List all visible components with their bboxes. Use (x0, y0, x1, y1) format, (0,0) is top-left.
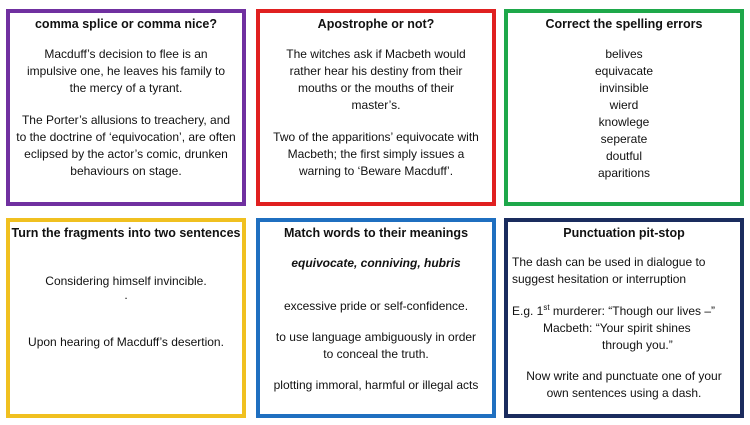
card-title: Match words to their meanings (283, 226, 469, 240)
sentence: Two of the apparitions’ equivocate with Macbeth; the first simply issues a warning to ‘Beware Macduff’. (273, 130, 479, 178)
card-title: Turn the fragments into two sentences (11, 226, 241, 240)
spelling-word: aparitions (597, 166, 651, 180)
sentence: Macduff’s decision to flee is an impulsive one, he leaves his family to the mercy of a tyrant. (26, 47, 226, 95)
meaning: plotting immoral, harmful or illegal acts (273, 378, 479, 392)
card-fragments (6, 218, 246, 418)
spelling-word: doutful (605, 149, 643, 163)
card-pit-stop (504, 218, 744, 418)
meaning: to use language ambiguously in order to conceal the truth. (275, 330, 477, 361)
meaning: excessive pride or self-confidence. (283, 299, 469, 313)
spelling-word: equivacate (594, 64, 654, 78)
intro-text: The dash can be used in dialogue to suggest hesitation or interruption (512, 255, 706, 286)
card-title: Punctuation pit-stop (563, 226, 685, 240)
fragment: Considering himself invincible. (45, 274, 207, 288)
fragment-dot: . (124, 288, 128, 302)
card-title: comma splice or comma nice? (34, 17, 217, 31)
card-comma-splice (6, 9, 246, 206)
card-spelling (504, 9, 744, 206)
spelling-word: seperate (600, 132, 648, 146)
example-prefix: E.g. 1 (512, 304, 544, 318)
card-title: Correct the spelling errors (545, 17, 703, 31)
task-text: Now write and punctuate one of your own sentences using a dash. (526, 369, 722, 400)
spelling-word: invinsible (599, 81, 649, 95)
card-match-words (256, 218, 496, 418)
card-title: Apostrophe or not? (317, 17, 435, 31)
word-list: equivocate, conniving, hubris (291, 256, 461, 270)
fragment: Upon hearing of Macduff’s desertion. (28, 335, 224, 349)
example-line-3: through you.” (602, 338, 673, 352)
spelling-word: wierd (609, 98, 639, 112)
sentence: The Porter’s allusions to treachery, and to the doctrine of ‘equivocation’, are often eclipsed by the actor’s comic, drunken behaviours on stage. (16, 113, 236, 178)
ordinal-sup: st (543, 303, 550, 312)
example-line (508, 303, 740, 320)
card-apostrophe (256, 9, 496, 206)
spelling-word: knowlege (598, 115, 650, 129)
example-quote: murderer: “Though our lives –” (549, 304, 715, 318)
example-line-2: Macbeth: “Your spirit shines (543, 321, 691, 335)
spelling-word: belives (605, 47, 643, 61)
sentence: The witches ask if Macbeth would rather hear his destiny from their mouths or the mouths of their master’s. (286, 47, 466, 112)
